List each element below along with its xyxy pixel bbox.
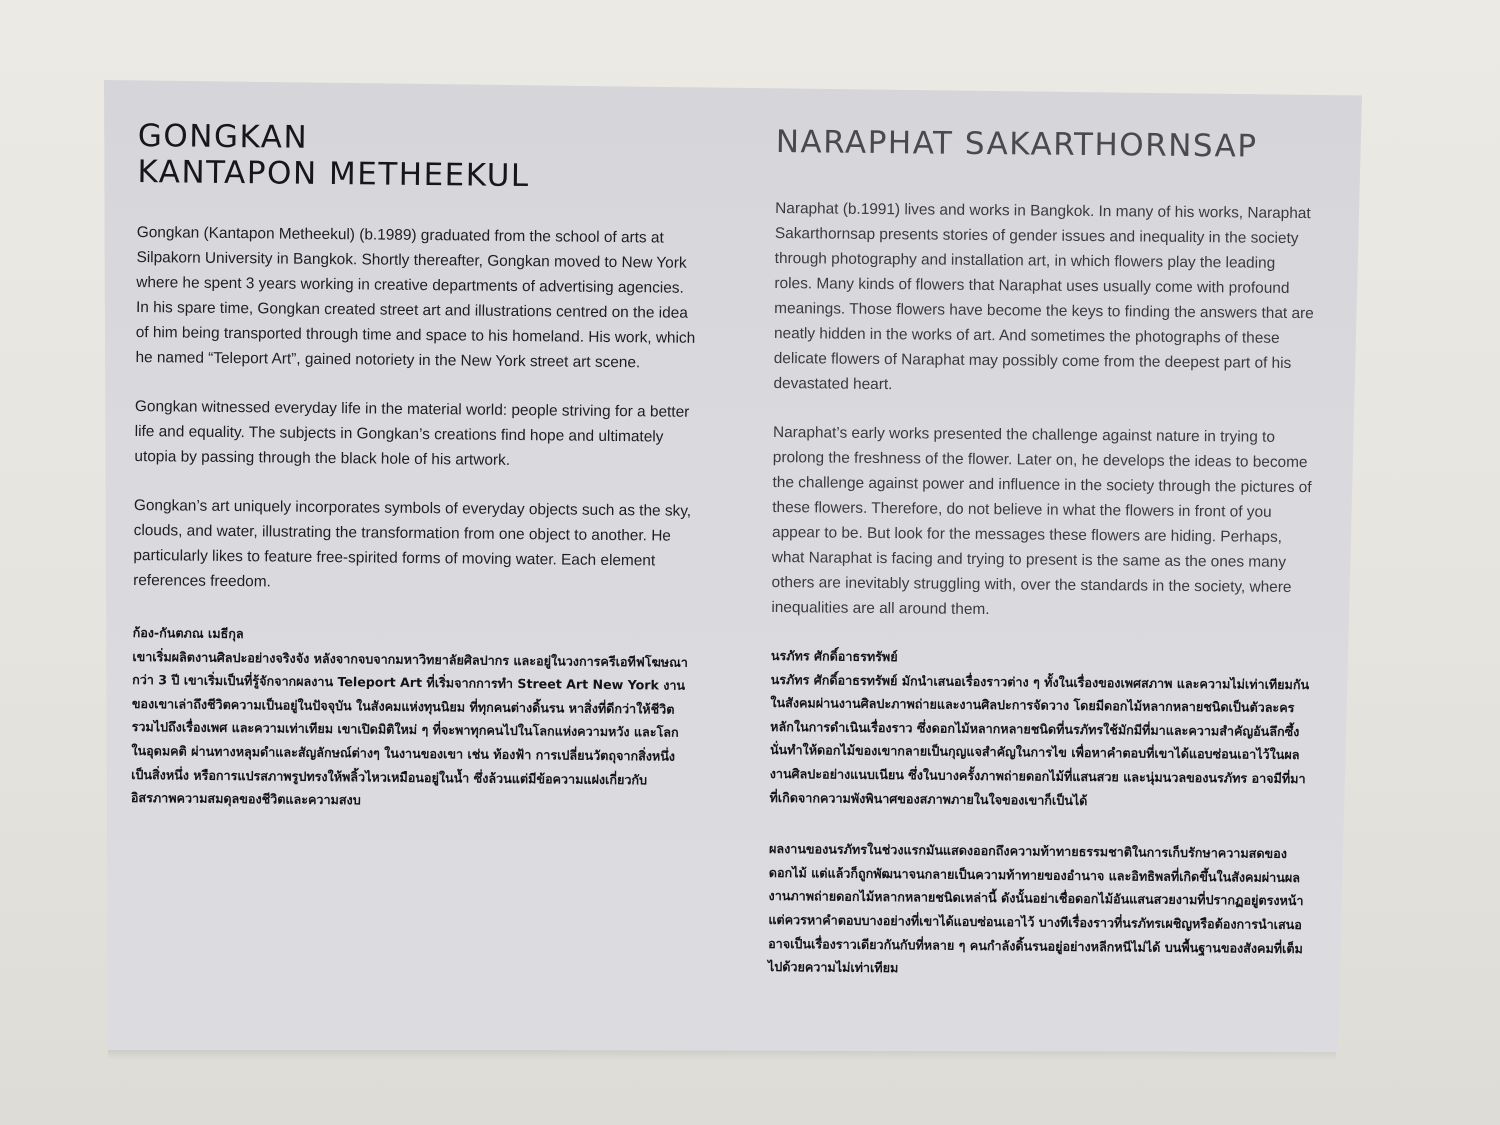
artist-column-gongkan — [130, 118, 698, 844]
bio-paragraph: Naraphat’s early works presented the challenge against nature in trying to prolong the freshness of the flower. Later on, he develops the ideas to become the challenge against power and influence in the society through the pictures of these flowers. Therefore, do not believe in what the flowers in front of you appear to be. But look for the messages these flowers are hiding. Perhaps, what Naraphat is facing and trying to present is the same as the ones many others are inevitably struggling with, over the standards in the society, where inequalities are all around them. — [771, 423, 1312, 619]
artist-column-naraphat — [768, 124, 1316, 1012]
thai-bio-paragraph: เขาเริ่มผลิตงานศิลปะอย่างจริงจัง หลังจากจบจากมหาวิทยาลัยศิลปากร และอยู่ในวงการครีเอทีฟโฆษณากว่า 3 ปี เขาเริ่มเป็นที่รู้จักจากผลงาน Teleport Art ที่เริ่มจากการทำ Street Art New York งานของเขาเล่าถึงชีวิตความเป็นอยู่ในปัจจุบัน ในสังคมแห่งทุนนิยม ที่ทุกคนต่างดิ้นรน หาสิ่งที่ดีกว่าให้ชีวิตรวมไปถึงเรื่องเพศ และความเท่าเทียม เขาเปิดมิติใหม่ ๆ ที่จะพาทุกคนไปในโลกแห่งความหวัง และโลกในอุดมคติ ผ่านทางหลุมดำและสัญลักษณ์ต่างๆ ในงานของเขา เช่น ท้องฟ้า การเปลี่ยนวัตถุจากสิ่งหนึ่ง เป็นสิ่งหนึ่ง หรือการแปรสภาพรูปทรงให้พลิ้วไหวเหมือนอยู่ในน้ำ ซึ่งล้วนแต่มีข้อความแฝงเกี่ยวกับอิสรภาพความสมดุลของชีวิตและความสงบ — [130, 648, 688, 808]
thai-bio-block — [769, 644, 1311, 814]
thai-bio-paragraph: นรภัทร ศักดิ์อาธรทรัพย์ มักนำเสนอเรื่องราวต่าง ๆ ทั้งในเรื่องของเพศสภาพ และความไม่เท่าเทียมกันในสังคมผ่านงานศิลปะภาพถ่ายและงานศิลปะการจัดวาง โดยมีดอกไม้หลากหลายชนิดเป็นตัวละครหลักในการดำเนินเรื่องราว ซึ่งดอกไม้หลากหลายชนิดที่นรภัทรใช้มักมีที่มาและความสำคัญอันลึกซึ้ง นั่นทำให้ดอกไม้ของเขากลายเป็นกุญแจสำคัญในการไข เพื่อหาคำตอบที่เขาได้แอบซ่อนเอาไว้ในผลงานศิลปะอย่างแนบเนียน ซึ่งในบางครั้งภาพถ่ายดอกไม้ที่แสนสวย และนุ่มนวลของนรภัทร อาจมีที่มาที่เกิดจากความพังพินาศของสภาพภายในใจของเขาก็เป็นได้ — [769, 671, 1310, 808]
artist-name-line-1: GONGKAN — [137, 118, 309, 156]
artist-name-line-2: KANTAPON METHEEKUL — [137, 153, 530, 195]
artist-heading-gongkan — [137, 118, 698, 196]
bio-paragraph: Gongkan’s art uniquely incorporates symbols of everyday objects such as the sky, clouds, and water, illustrating the transformation from one object to another. He particularly likes to feature free-spirited forms of moving water. Each element references freedom. — [133, 496, 692, 591]
bio-paragraph: Naraphat (b.1991) lives and works in Bangkok. In many of his works, Naraphat Sakarthornsap presents stories of gender issues and inequality in the society through photography and installation art, in which flowers play the leading roles. Many kinds of flowers that Naraphat uses usually come with profound meanings. Those flowers have become the keys to finding the answers that are neatly hidden in the works of art. And sometimes the photographs of these delicate flowers of Naraphat may possibly come from the deepest part of his devastated heart. — [773, 199, 1314, 394]
bio-paragraph: Gongkan witnessed everyday life in the material world: people striving for a better life and equality. The subjects in Gongkan’s creations find hope and ultimately utopia by passing through the black hole of his artwork. — [134, 397, 690, 469]
thai-bio-paragraph: ผลงานของนรภัทรในช่วงแรกมันแสดงออกถึงความท้าทายธรรมชาติในการเก็บรักษาความสดของดอกไม้ แต่แล้วก็ถูกพัฒนาจนกลายเป็นความท้าทายของอำนาจ และอิทธิพลที่เกิดขึ้นในสังคมผ่านผลงานภาพถ่ายดอกไม้หลากหลายชนิดเหล่านี้ ดังนั้นอย่าเชื่อดอกไม้อันแสนสวยงามที่ปรากฏอยู่ตรงหน้า แต่ควรหาคำตอบบางอย่างที่เขาได้แอบซ่อนเอาไว้ บางทีเรื่องราวที่นรภัทรเผชิญหรือต้องการนำเสนอ อาจเป็นเรื่องราวเดียวกันกับที่หลาย ๆ คนกำลังดิ้นรนอยู่อย่างหลีกหนีไม่ได้ บนพื้นฐานของสังคมที่เต็มไปด้วยความไม่เท่าเทียม — [767, 841, 1304, 976]
thai-bio-block — [131, 621, 693, 816]
thai-artist-name: นรภัทร ศักดิ์อาธรทรัพย์ — [770, 647, 898, 665]
thai-artist-name: ก้อง-กันตภณ เมธีกุล — [132, 624, 244, 642]
artist-heading-naraphat: NARAPHAT SAKARTHORNSAP — [775, 124, 1258, 165]
bio-paragraph: Gongkan (Kantapon Metheekul) (b.1989) graduated from the school of arts at Silpakorn University in Bangkok. Shortly thereafter, Gongkan moved to New York where he spent 3 years working in creative departments of advertising agencies. In his spare time, Gongkan created street art and illustrations centred on the idea of him being transported through time and space to his homeland. His work, which he named “Teleport Art”, gained notoriety in the New York street art scene. — [135, 223, 696, 372]
